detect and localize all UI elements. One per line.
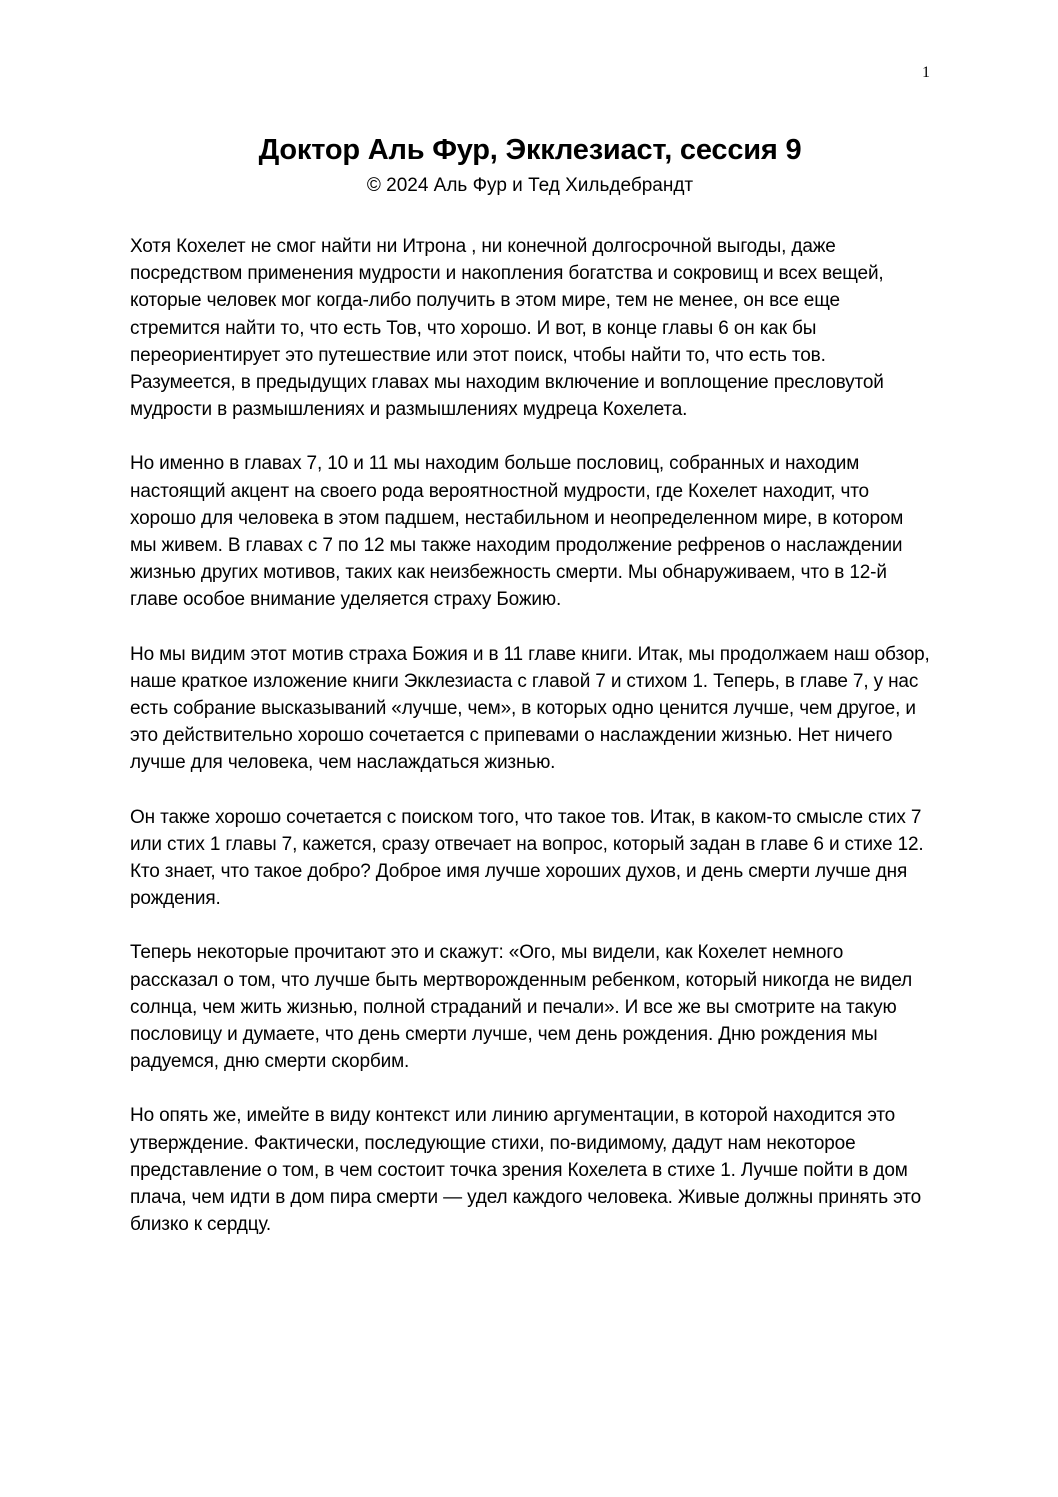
document-title: Доктор Аль Фур, Экклезиаст, сессия 9 xyxy=(258,134,802,166)
paragraph: Но опять же, имейте в виду контекст или линию аргументации, в которой находится это утверждение. Фактически, последующие стихи, по-видимому, дадут нам некоторое представление о том, в чем состоит точка зрения Кохелета в стихе 1. Лучше пойти в дом плача, чем идти в дом пира смерти — удел каждого человека. Живые должны принять это близко к сердцу. xyxy=(130,1105,921,1236)
copyright-line: © 2024 Аль Фур и Тед Хильдебрандт xyxy=(366,175,694,196)
paragraph: Теперь некоторые прочитают это и скажут: «Ого, мы видели, как Кохелет немного рассказал о том, что лучше быть мертворожденным ребенком, который никогда не видел солнца, чем жить жизнью, полной страданий и печали». И все же вы смотрите на такую пословицу и думаете, что день смерти лучше, чем день рождения. Дню рождения мы радуемся, дню смерти скорбим. xyxy=(130,942,913,1073)
paragraph: Он также хорошо сочетается с поиском того, что такое тов. Итак, в каком-то смысле стих 7 или стих 1 главы 7, кажется, сразу отвечает на вопрос, который задан в главе 6 и стихе 12. Кто знает, что такое добро? Доброе имя лучше хороших духов, и день смерти лучше дня рождения. xyxy=(130,806,924,910)
paragraph: Но мы видим этот мотив страха Божия и в 11 главе книги. Итак, мы продолжаем наш обзор, наше краткое изложение книги Экклезиаста с главой 7 и стихом 1. Теперь, в главе 7, у нас есть собрание высказываний «лучше, чем», в которых одно ценится лучше, чем другое, и это действительно хорошо сочетается с припевами о наслаждении жизнью. Нет ничего лучше для человека, чем наслаждаться жизнью. xyxy=(130,643,930,774)
paragraph: Хотя Кохелет не смог найти ни Итрона , ни конечной долгосрочной выгоды, даже посредством применения мудрости и накопления богатства и сокровищ и всех вещей, которые человек мог когда-либо получить в этом мире, тем не менее, он все еще стремится найти то, что есть Тов, что хорошо. И вот, в конце главы 6 он как бы переориентирует это путешествие или этот поиск, чтобы найти то, что есть тов. Разумеется, в предыдущих главах мы находим включение и воплощение пресловутой мудрости в размышлениях и размышлениях мудреца Кохелета. xyxy=(130,236,884,421)
document-body xyxy=(130,128,930,1266)
page-number: 1 xyxy=(922,64,930,81)
paragraph: Но именно в главах 7, 10 и 11 мы находим больше пословиц, собранных и находим настоящий акцент на своего рода вероятностной мудрости, где Кохелет находит, что хорошо для человека в этом падшем, нестабильном и неопределенном мире, в котором мы живем. В главах с 7 по 12 мы также находим продолжение рефренов о наслаждении жизнью других мотивов, таких как неизбежность смерти. Мы обнаруживаем, что в 12-й главе особое внимание уделяется страху Божию. xyxy=(130,453,904,611)
